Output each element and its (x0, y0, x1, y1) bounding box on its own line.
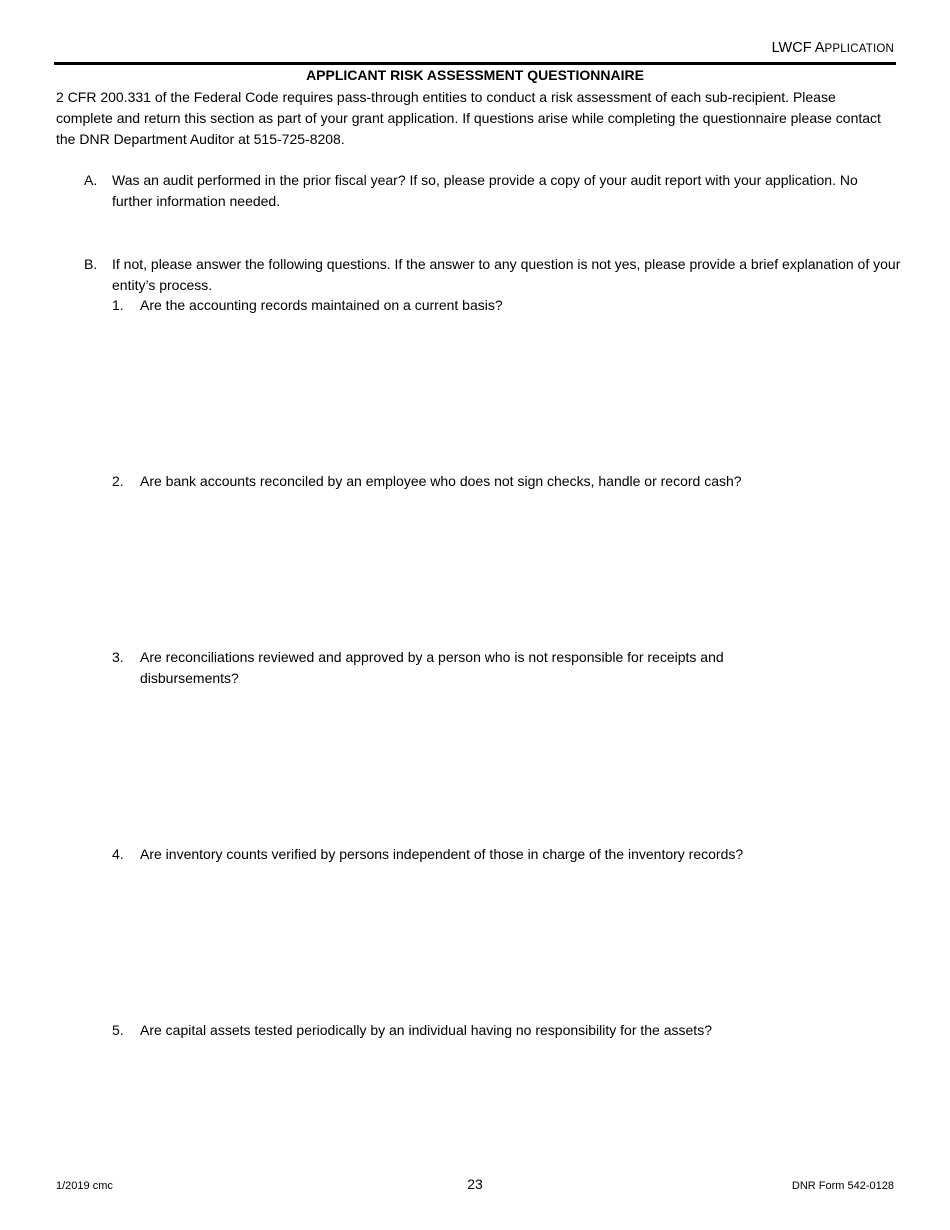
question-5-number: 5. (112, 1022, 124, 1038)
item-a-letter: A. (84, 172, 98, 188)
question-2-text: Are bank accounts reconciled by an employee who does not sign checks, handle or record cash? (140, 473, 742, 489)
question-1-text: Are the accounting records maintained on a current basis? (140, 297, 503, 313)
question-4-text: Are inventory counts verified by persons independent of those in charge of the inventory records? (140, 846, 744, 862)
footer-date: 1/2019 cmc (56, 1180, 113, 1192)
question-3-number: 3. (112, 649, 124, 665)
item-b-letter: B. (84, 256, 98, 272)
item-a-text: Was an audit performed in the prior fiscal year? If so, please provide a copy of your audit report with your application. No further information needed. (112, 172, 858, 209)
question-4-number: 4. (112, 846, 124, 862)
intro-paragraph: 2 CFR 200.331 of the Federal Code requires pass-through entities to conduct a risk assessment of each sub-recipient. Please complete and return this section as part of your grant application. If questions arise while completing the questionnaire please contact the DNR Department Auditor at 515-725-8208. (56, 89, 881, 147)
header-label-main: LWCF A (771, 40, 825, 56)
question-2-number: 2. (112, 473, 124, 489)
footer-form-number: DNR Form 542-0128 (791, 1180, 894, 1192)
item-b-text: If not, please answer the following questions. If the answer to any question is not yes, please provide a brief explanation of your entity’s process. (112, 256, 901, 293)
question-1-number: 1. (112, 297, 124, 313)
page-number: 23 (467, 1176, 483, 1192)
page-title: APPLICANT RISK ASSESSMENT QUESTIONNAIRE (306, 67, 644, 83)
header-label-smallcaps: PPLICATION (824, 43, 894, 55)
header-rule (54, 62, 896, 65)
header-label (772, 40, 894, 56)
question-5-text: Are capital assets tested periodically by an individual having no responsibility for the assets? (140, 1022, 712, 1038)
question-3-text: Are reconciliations reviewed and approved by a person who is not responsible for receipts and disbursements? (140, 649, 724, 686)
